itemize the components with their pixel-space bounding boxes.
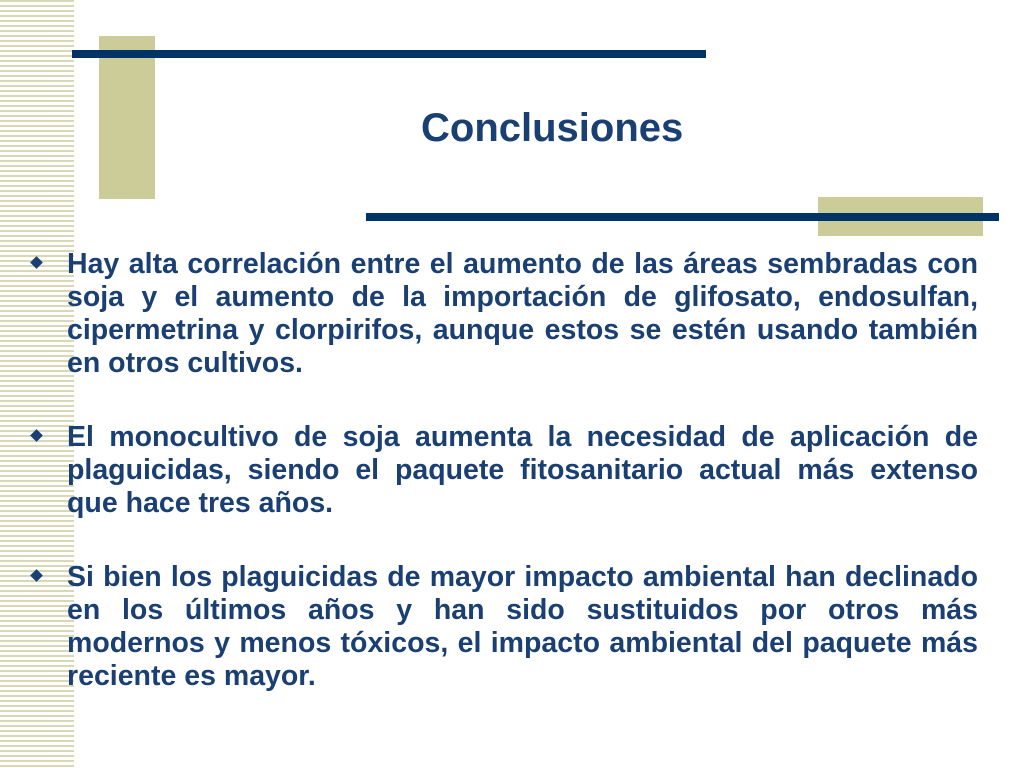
bullet-text: Hay alta correlación entre el aumento de las áreas sembradas con soja y el aumento de la importación de glifosato, endosulfan, cipermetrina y clorpirifos, aunque estos se estén usando también en otros cultivos. (67, 248, 978, 379)
accent-block-vertical (99, 36, 155, 199)
bullet-item (26, 248, 978, 380)
bullet-list (26, 248, 978, 734)
diamond-bullet-icon (30, 256, 43, 269)
diamond-bullet-icon (30, 429, 43, 442)
bullet-item (26, 421, 978, 520)
bullet-text: El monocultivo de soja aumenta la necesidad de aplicación de plaguicidas, siendo el paquete fitosanitario actual más extenso que hace tres años. (67, 421, 978, 519)
bullet-item (26, 561, 978, 693)
title-rule-top (72, 50, 706, 58)
slide-title: Conclusiones (421, 106, 684, 150)
diamond-bullet-icon (30, 569, 43, 582)
bullet-text: Si bien los plaguicidas de mayor impacto ambiental han declinado en los últimos años y han sido sustituidos por otros más modernos y menos tóxicos, el impacto ambiental del paquete más reciente es mayor. (67, 561, 978, 692)
title-rule-bottom (366, 213, 999, 221)
